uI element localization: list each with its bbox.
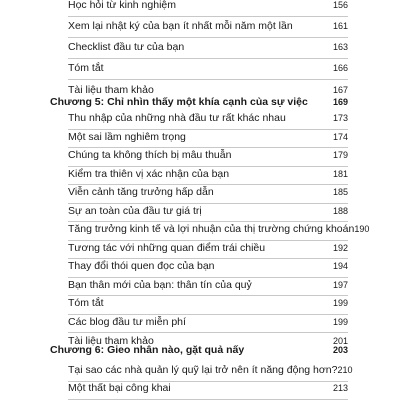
- toc-entry-title: Tăng trưởng kinh tế và lợi nhuận của thị trường chứng khoán: [68, 223, 355, 236]
- toc-entry: [68, 0, 348, 17]
- chapter-page: 169: [332, 97, 348, 107]
- toc-entry-page: 163: [332, 42, 348, 53]
- toc-entry-title: Tại sao các nhà quản lý quỹ lại trở nên ít năng động hơn?: [68, 364, 338, 377]
- toc-entry-page: 213: [332, 383, 348, 394]
- toc-entry: [68, 37, 348, 59]
- toc-entry: [68, 378, 348, 400]
- toc-entry-title: Một thất bại công khai: [68, 382, 171, 395]
- toc-entry-page: 197: [332, 279, 348, 290]
- chapter-title: Chương 5: Chỉ nhìn thấy một khía cạnh của sự việc: [50, 96, 308, 108]
- toc-entry-title: Viễn cảnh tăng trưởng hấp dẫn: [68, 186, 214, 199]
- toc-entry-title: Thu nhập của những nhà đầu tư rất khác nhau: [68, 112, 286, 125]
- toc-entry-title: Xem lại nhật ký của bạn ít nhất mỗi năm một lần: [68, 20, 293, 33]
- toc-entry: [68, 58, 348, 80]
- toc-entry-page: 161: [332, 21, 348, 32]
- toc-entry-title: Tóm tắt: [68, 62, 104, 75]
- toc-entry-page: 156: [332, 0, 348, 11]
- toc-entry-page: 194: [332, 261, 348, 272]
- toc-entry-title: Tài liệu tham khảo: [68, 334, 154, 347]
- toc-entry-title: Kiểm tra thiên vị xác nhận của bạn: [68, 167, 230, 180]
- toc-entry-page: 199: [332, 316, 348, 327]
- toc-entry-page: 166: [332, 63, 348, 74]
- toc-entry-page: 179: [332, 150, 348, 161]
- toc-entry-page: 190: [354, 224, 370, 235]
- toc-entry-title: Thay đổi thói quen đọc của bạn: [68, 260, 215, 273]
- toc-entry-page: 188: [332, 205, 348, 216]
- toc-entry-page: 174: [332, 131, 348, 142]
- toc-entry-page: 210: [337, 365, 353, 376]
- toc-entry-title: Sự an toàn của đầu tư giá trị: [68, 204, 202, 217]
- toc-entry-title: Checklist đầu tư của bạn: [68, 41, 185, 54]
- toc-entry-title: Tóm tắt: [68, 297, 104, 310]
- toc-entry: [68, 16, 348, 38]
- toc-entry-page: 173: [332, 113, 348, 124]
- chapter-title: Chương 6: Gieo nhân nào, gặt quả nấy: [50, 344, 245, 356]
- toc-entry-page: 199: [332, 298, 348, 309]
- toc-entry-title: Tài liệu tham khảo: [68, 83, 154, 96]
- toc-entry-title: Các blog đầu tư miễn phí: [68, 315, 186, 328]
- toc-entry-title: Chúng ta không thích bị mâu thuẫn: [68, 149, 232, 162]
- toc-entry-page: 201: [332, 335, 348, 346]
- toc-entry-title: Học hỏi từ kinh nghiệm: [68, 0, 176, 12]
- toc-entry-page: 192: [332, 242, 348, 253]
- toc-entry-page: 181: [332, 168, 348, 179]
- toc-entry-page: 167: [332, 84, 348, 95]
- toc-entry-title: Một sai lầm nghiêm trọng: [68, 130, 186, 143]
- toc-entry-title: Bạn thân mới của bạn: thân tín của quỷ: [68, 278, 252, 291]
- toc-entry-page: 185: [332, 187, 348, 198]
- chapter-heading: [50, 342, 348, 358]
- chapter-page: 203: [332, 345, 348, 355]
- toc-entry-title: Tương tác với những quan điểm trái chiều: [68, 241, 266, 254]
